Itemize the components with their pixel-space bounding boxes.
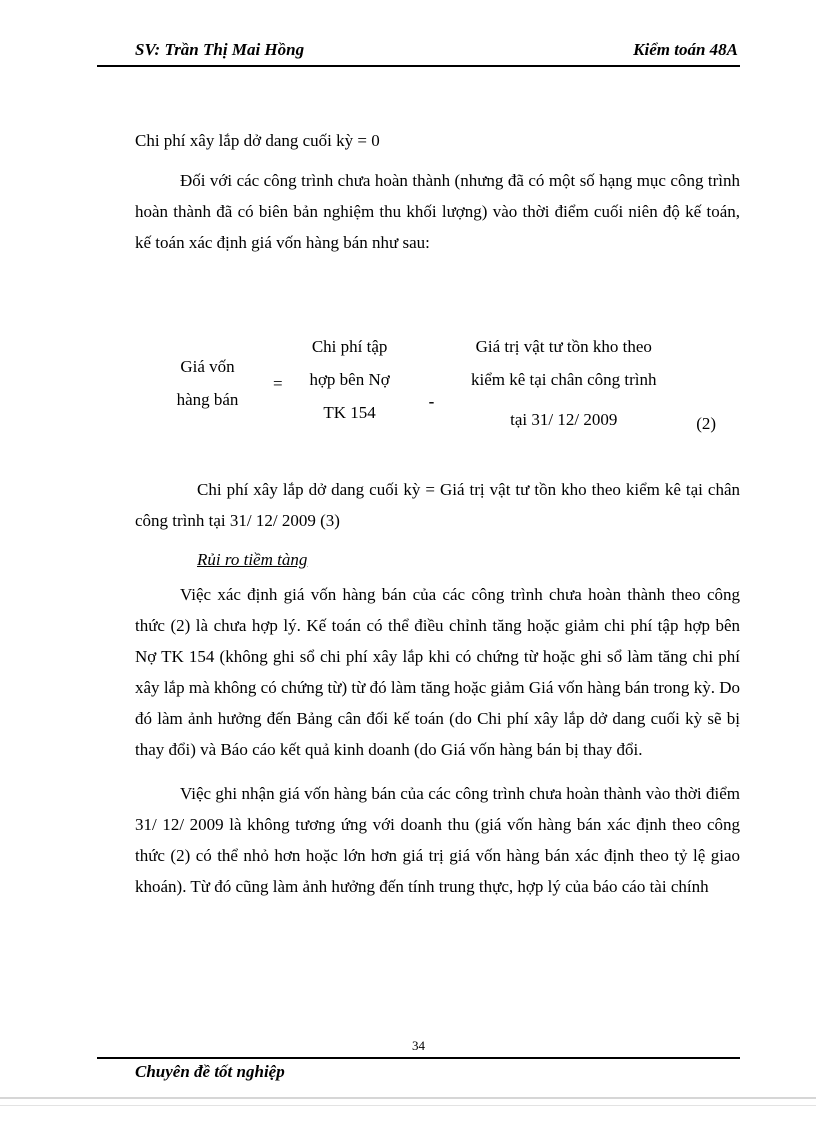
equals-sign: = — [273, 373, 283, 393]
formula-result-line: hàng bán — [176, 390, 239, 409]
footer-title: Chuyên đề tốt nghiệp — [135, 1062, 285, 1081]
header-author: SV: Trần Thị Mai Hồng — [135, 40, 305, 59]
page-bottom-edge-secondary — [0, 1105, 816, 1106]
equation-number: (2) — [696, 414, 717, 433]
formula-operand-1-line: hợp bên Nợ — [309, 370, 390, 389]
page-header — [97, 40, 740, 67]
paragraph-risk-1: Việc xác định giá vốn hàng bán của các công trình chưa hoàn thành theo công thức (2) là chưa hợp lý. Kế toán có thể điều chỉnh tăng hoặc giảm chi phí tập hợp bên Nợ TK 154 (không ghi sổ chi phí xây lắp khi có chứng từ hoặc ghi sổ làm tăng chi phí xây lắp mà không có chứng từ) từ đó làm tăng hoặc giảm Giá vốn hàng bán trong kỳ. Do đó làm ảnh hưởng đến Bảng cân đối kế toán (do Chi phí xây lắp dở dang cuối kỳ sẽ bị thay đổi) và Báo cáo kết quả kinh doanh (do Giá vốn hàng bán bị thay đổi. — [135, 585, 740, 759]
header-course: Kiểm toán 48A — [633, 40, 738, 59]
paragraph-formula-3: Chi phí xây lắp dở dang cuối kỳ = Giá trị vật tư tồn kho theo kiểm kê tại chân công trình tại 31/ 12/ 2009 (3) — [135, 480, 740, 530]
footer-divider — [97, 1057, 740, 1059]
formula-operand-1 — [295, 330, 405, 436]
page-number: 34 — [412, 1038, 425, 1053]
paragraph-cost-zero: Chi phí xây lắp dở dang cuối kỳ = 0 — [135, 131, 380, 150]
formula-result — [160, 350, 255, 416]
formula-block — [135, 330, 740, 436]
formula-operand-1-line: Chi phí tập — [311, 337, 388, 356]
paragraph-risk-2: Việc ghi nhận giá vốn hàng bán của các công trình chưa hoàn thành vào thời điểm 31/ 12/ 2009 là không tương ứng với doanh thu (giá vốn hàng bán xác định theo công thức (2) có thể nhỏ hơn hoặc lớn hơn giá trị giá vốn hàng bán xác định theo tỷ lệ giao khoán). Từ đó cũng làm ảnh hưởng đến tính trung thực, hợp lý của báo cáo tài chính — [135, 784, 740, 896]
formula-operand-2 — [456, 330, 671, 436]
page-bottom-edge — [0, 1097, 816, 1099]
formula-operand-2-line: tại 31/ 12/ 2009 — [510, 410, 618, 429]
formula-operand-2-line: kiểm kê tại chân công trình — [471, 370, 657, 389]
section-heading-risk: Rủi ro tiềm tàng — [197, 550, 308, 569]
formula-operand-2-line: Giá trị vật tư tồn kho theo — [475, 337, 652, 356]
formula-operand-1-line: TK 154 — [323, 403, 376, 422]
page-content — [135, 125, 740, 902]
paragraph-intro: Đối với các công trình chưa hoàn thành (nhưng đã có một số hạng mục công trình hoàn thành đã có biên bản nghiệm thu khối lượng) vào thời điểm cuối niên độ kế toán, kế toán xác định giá vốn hàng bán như sau: — [135, 171, 740, 252]
minus-sign: - — [428, 392, 435, 411]
formula-result-line: Giá vốn — [180, 357, 235, 376]
